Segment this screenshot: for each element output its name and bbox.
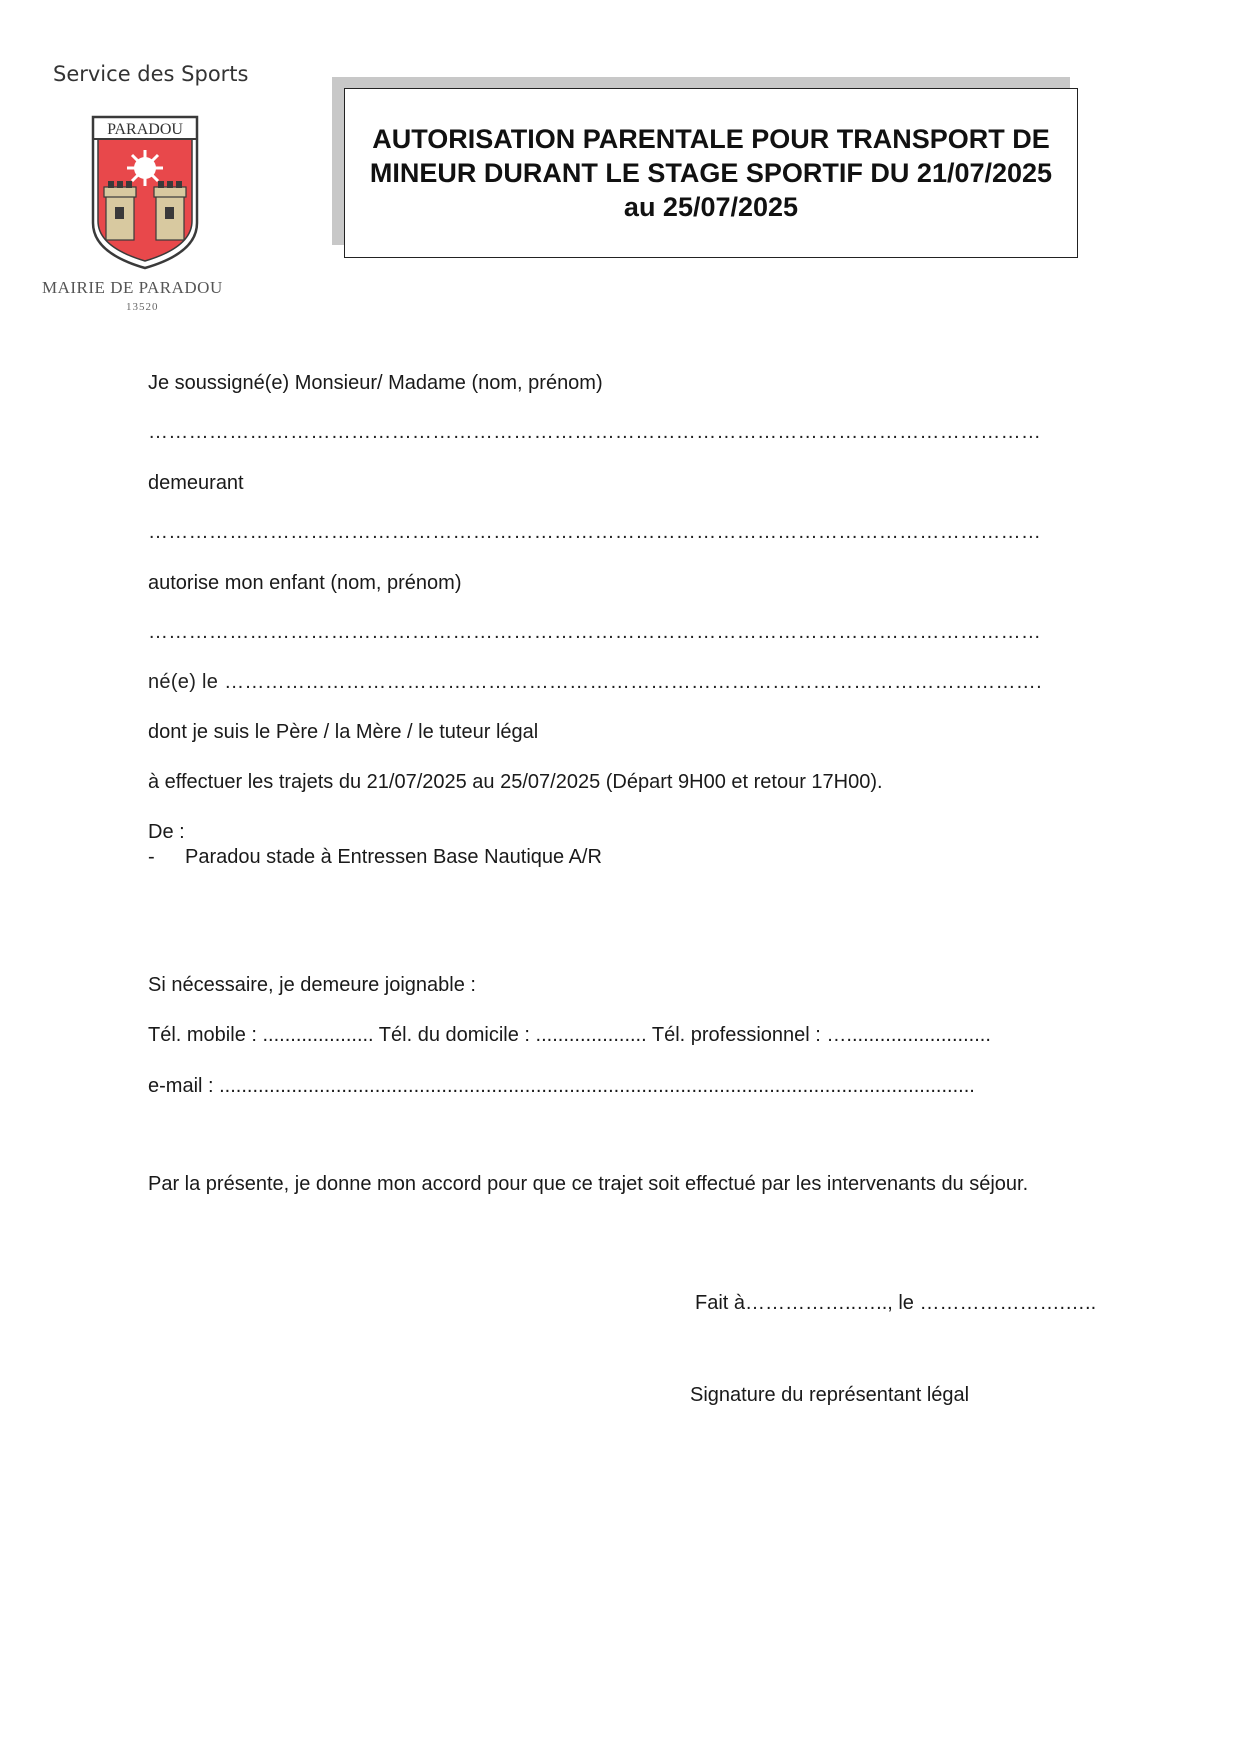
- child-name-line[interactable]: ……………………………………………………………………………………………………………………: [148, 621, 1042, 643]
- title-box: [344, 88, 1078, 258]
- route-item: Paradou stade à Entressen Base Nautique A/R: [185, 846, 602, 868]
- crest-label: PARADOU: [107, 121, 183, 138]
- document-title: AUTORISATION PARENTALE POUR TRANSPORT DE MINEUR DURANT LE STAGE SPORTIF DU 21/07/2025 au 25/07/2025: [369, 124, 1053, 222]
- name-line[interactable]: ……………………………………………………………………………………………………………………: [148, 421, 1042, 443]
- signature-label: Signature du représentant légal: [690, 1384, 970, 1406]
- joignable-label: Si nécessaire, je demeure joignable :: [148, 974, 476, 996]
- paradou-crest-logo: [90, 115, 200, 270]
- enfant-label: autorise mon enfant (nom, prénom): [148, 572, 462, 594]
- phone-line[interactable]: Tél. mobile : .................... Tél. du domicile : .................... Tél. professionnel : …..........................: [148, 1024, 991, 1046]
- fait-a-line[interactable]: Fait à……………..….., le ………………….…..: [695, 1292, 1097, 1314]
- address-line[interactable]: ……………………………………………………………………………………………………………………: [148, 521, 1042, 543]
- trajets-line: à effectuer les trajets du 21/07/2025 au 25/07/2025 (Départ 9H00 et retour 17H00).: [148, 771, 883, 793]
- birth-date-line[interactable]: né(e) le ………………………………………………………………………………………………………….: [148, 671, 1042, 693]
- mairie-label: MAIRIE DE PARADOU: [42, 278, 223, 297]
- accord-paragraph: Par la présente, je donne mon accord pour que ce trajet soit effectué par les intervenants du séjour.: [148, 1173, 1029, 1195]
- email-line[interactable]: e-mail : ........................................................................................................................................: [148, 1075, 975, 1097]
- route-bullet: -: [148, 846, 155, 868]
- soussigne-label: Je soussigné(e) Monsieur/ Madame (nom, prénom): [148, 372, 603, 394]
- parent-relation-line: dont je suis le Père / la Mère / le tuteur légal: [148, 721, 539, 743]
- demeurant-label: demeurant: [148, 472, 244, 494]
- service-label: Service des Sports: [53, 62, 249, 86]
- zip-code: 13520: [126, 301, 159, 313]
- de-label: De :: [148, 821, 185, 843]
